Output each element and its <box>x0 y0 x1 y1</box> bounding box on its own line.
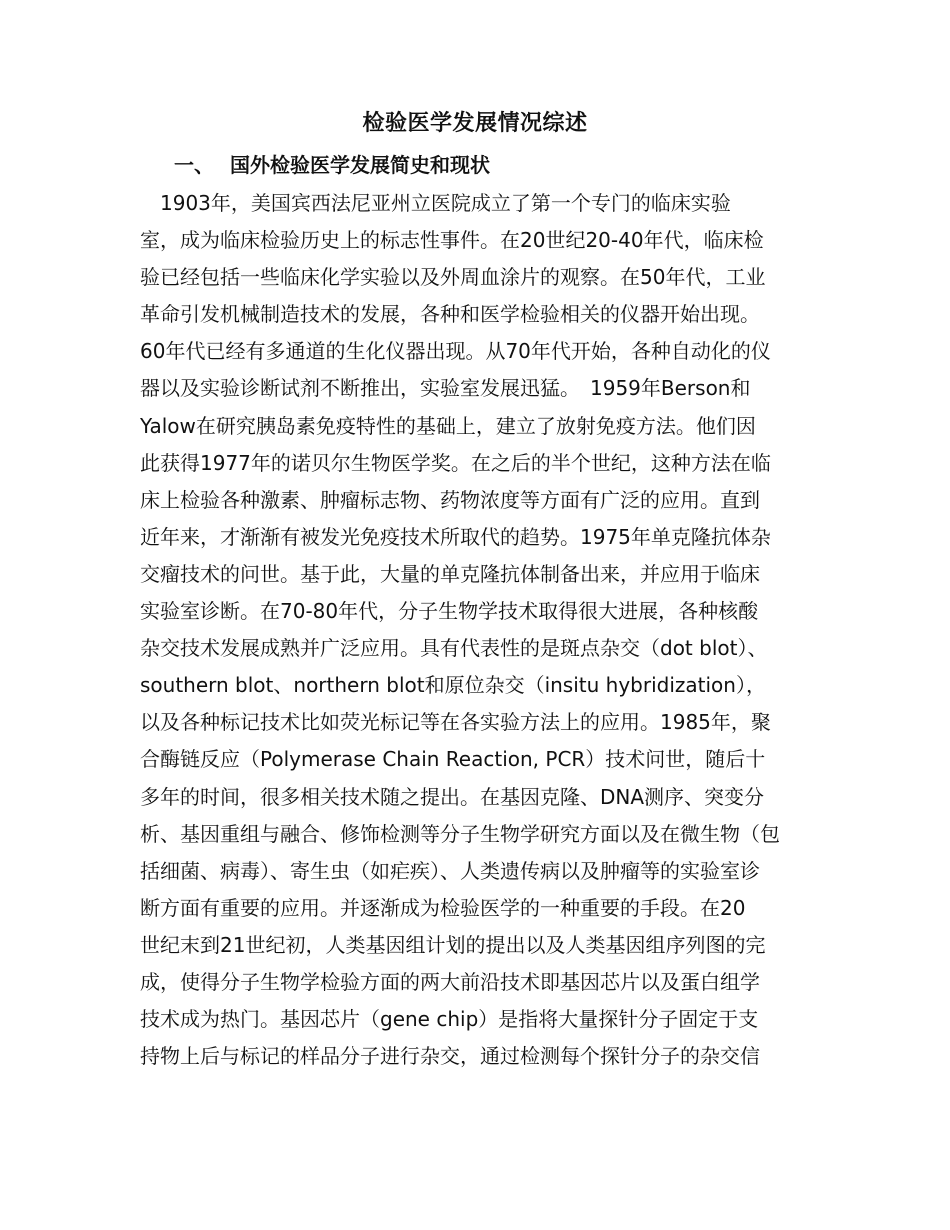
section-heading <box>174 150 490 180</box>
paragraph-line: 实验室诊断。在70-80年代，分子生物学技术取得很大进展，各种核酸 <box>140 599 759 624</box>
paragraph-line: 成，使得分子生物学检验方面的两大前沿技术即基因芯片以及蛋白组学 <box>140 969 760 994</box>
document-title: 检验医学发展情况综述 <box>362 111 588 136</box>
paragraph-line: 世纪末到21世纪初，人类基因组计划的提出以及人类基因组序列图的完 <box>140 932 766 957</box>
paragraph-line: 近年来，才渐渐有被发光免疫技术所取代的趋势。1975年单克隆抗体杂 <box>140 524 771 549</box>
paragraph-line: 技术成为热门。基因芯片（gene chip）是指将大量探针分子固定于支 <box>140 1007 759 1032</box>
paragraph-line: 室，成为临床检验历史上的标志性事件。在20世纪20-40年代，临床检 <box>140 228 764 253</box>
paragraph-line: 括细菌、病毒）、寄生虫（如疟疾）、人类遗传病以及肿瘤等的实验室诊 <box>140 858 760 883</box>
paragraph-line: 1903年，美国宾西法尼亚州立医院成立了第一个专门的临床实验 <box>140 191 731 215</box>
paragraph-line: 验已经包括一些临床化学实验以及外周血涂片的观察。在50年代，工业 <box>140 265 766 290</box>
paragraph-line: 交瘤技术的问世。基于此，大量的单克隆抗体制备出来，并应用于临床 <box>140 561 760 586</box>
body-paragraph <box>140 185 812 1075</box>
paragraph-line: 床上检验各种激素、肿瘤标志物、药物浓度等方面有广泛的应用。直到 <box>140 487 760 512</box>
paragraph-line: 器以及实验诊断试剂不断推出，实验室发展迅猛。 1959年Berson和 <box>140 376 751 401</box>
paragraph-line: 断方面有重要的应用。并逐渐成为检验医学的一种重要的手段。在20 <box>140 895 746 920</box>
paragraph-line: 革命引发机械制造技术的发展，各种和医学检验相关的仪器开始出现。 <box>140 302 760 327</box>
paragraph-line: 以及各种标记技术比如荧光标记等在各实验方法上的应用。1985年，聚 <box>140 710 771 735</box>
section-number: 一、 <box>174 153 214 177</box>
paragraph-line: 多年的时间，很多相关技术随之提出。在基因克隆、DNA测序、突变分 <box>140 784 765 809</box>
paragraph-line: Yalow在研究胰岛素免疫特性的基础上，建立了放射免疫方法。他们因 <box>140 413 756 438</box>
section-heading-text: 国外检验医学发展简史和现状 <box>230 153 490 177</box>
paragraph-line: 杂交技术发展成熟并广泛应用。具有代表性的是斑点杂交（dot blot）、 <box>140 636 768 661</box>
paragraph-line: 此获得1977年的诺贝尔生物医学奖。在之后的半个世纪，这种方法在临 <box>140 450 771 475</box>
paragraph-line: 合酶链反应（Polymerase Chain Reaction, PCR）技术问世，随后十 <box>140 747 766 772</box>
paragraph-line: 析、基因重组与融合、修饰检测等分子生物学研究方面以及在微生物（包 <box>140 821 780 846</box>
paragraph-line: 60年代已经有多通道的生化仪器出现。从70年代开始，各种自动化的仪 <box>140 339 771 364</box>
paragraph-line: 持物上后与标记的样品分子进行杂交，通过检测每个探针分子的杂交信 <box>140 1044 760 1069</box>
paragraph-line: southern blot、northern blot和原位杂交（insitu hybridization）， <box>140 673 766 698</box>
